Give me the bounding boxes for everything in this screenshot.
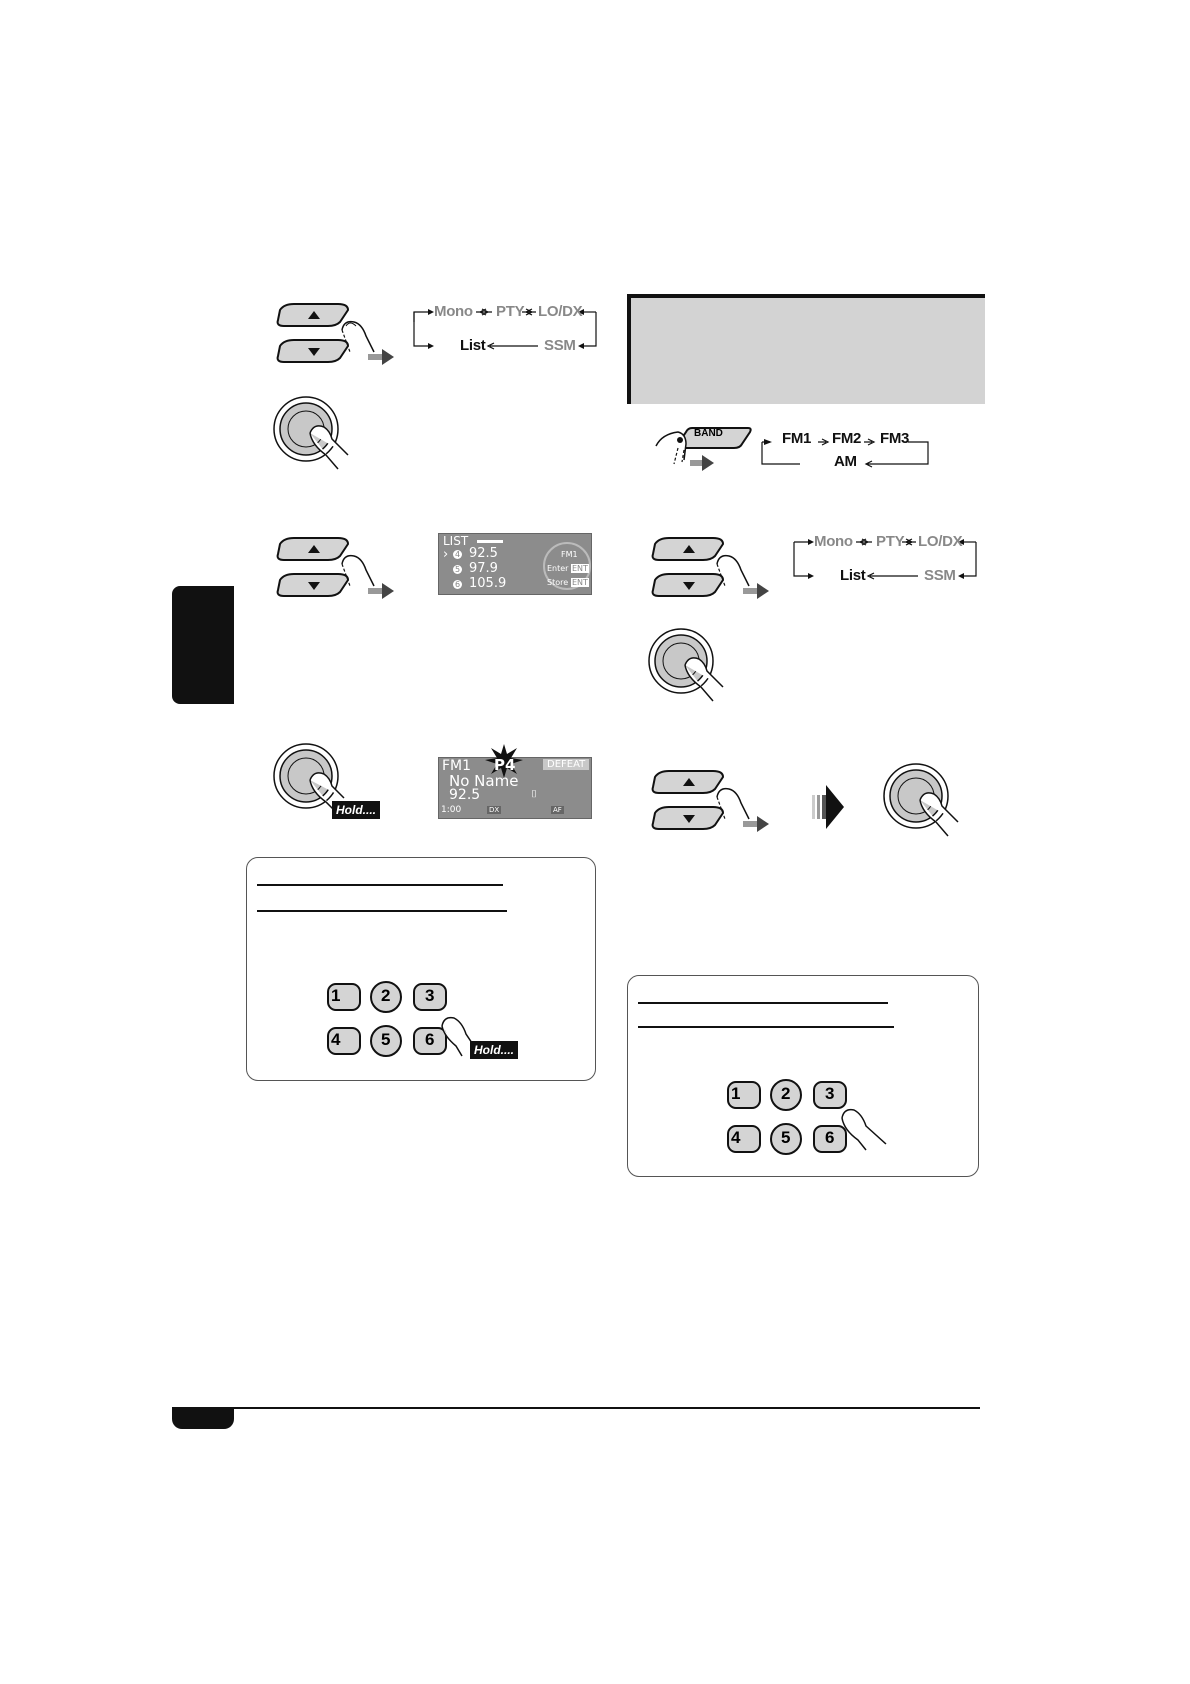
band-button-label: BAND (694, 428, 723, 439)
list-title: LIST (443, 534, 469, 548)
divider (257, 884, 503, 886)
mode-pty: PTY (876, 533, 905, 550)
mode-pty: PTY (496, 303, 525, 320)
list-enter-label: Enter (547, 564, 569, 573)
up-down-buttons-illustration (645, 763, 785, 843)
mode-list: List (460, 337, 486, 354)
display-band: FM1 (442, 758, 472, 774)
band-button-illustration (650, 420, 930, 475)
mode-mono: Mono (814, 533, 853, 550)
key-label: 1 (731, 1084, 741, 1103)
station-name: No Name (449, 772, 519, 790)
preset-keypad (720, 1078, 920, 1168)
mode-ssm: SSM (544, 337, 576, 354)
clock-readout: 1:00 (441, 805, 462, 815)
control-dial[interactable] (884, 764, 948, 828)
page-number-tab (172, 1409, 234, 1429)
up-down-buttons-illustration (270, 530, 410, 610)
preset-store-display (438, 757, 592, 819)
mode-list: List (840, 567, 866, 584)
pressing-finger-icon (656, 432, 686, 464)
band-fm1: FM1 (782, 430, 812, 447)
preset-number: 5 (454, 565, 461, 574)
dx-indicator: DX (489, 806, 500, 814)
section-tab (172, 586, 234, 704)
preset-frequency: 105.9 (469, 576, 507, 591)
list-display (438, 533, 592, 595)
hold-label: Hold.... (332, 801, 380, 819)
up-button[interactable] (653, 538, 723, 560)
divider (638, 1002, 888, 1004)
af-indicator: AF (553, 806, 562, 814)
hold-label: Hold.... (470, 1041, 518, 1059)
divider (638, 1026, 894, 1028)
band-am: AM (834, 453, 857, 470)
right-arrow-icon (743, 816, 769, 832)
selection-chevron-icon: › (443, 547, 449, 562)
mode-sequence-diagram (410, 303, 600, 354)
mode-sequence-diagram (790, 533, 980, 584)
mode-lodx: LO/DX (538, 303, 583, 320)
up-down-buttons-illustration (645, 530, 785, 610)
down-button[interactable] (278, 340, 348, 362)
key-label: 2 (781, 1084, 791, 1103)
ent-badge: ENT (572, 578, 588, 587)
preset-number-flashing: P4 (494, 756, 516, 774)
list-store-label: Store (547, 578, 569, 587)
up-button[interactable] (278, 304, 348, 326)
down-button[interactable] (653, 807, 723, 829)
ent-badge: ENT (572, 564, 588, 573)
band-fm3: FM3 (880, 430, 910, 447)
station-frequency: 92.5 (449, 787, 481, 803)
defeat-badge: DEFEAT (543, 759, 589, 770)
key-label: 6 (425, 1030, 435, 1049)
right-arrow-icon (690, 455, 714, 471)
mode-mono: Mono (434, 303, 473, 320)
up-button[interactable] (278, 538, 348, 560)
band-fm2: FM2 (832, 430, 862, 447)
preset-number: 6 (454, 580, 461, 589)
mode-lodx: LO/DX (918, 533, 963, 550)
control-dial[interactable] (274, 744, 338, 808)
list-band: FM1 (561, 550, 578, 559)
right-arrow-icon (368, 583, 394, 599)
section-header-box (627, 294, 985, 404)
up-button[interactable] (653, 771, 723, 793)
control-dial-illustration (645, 625, 735, 705)
footer-rule (172, 1407, 980, 1409)
right-arrow-icon (743, 583, 769, 599)
key-label: 3 (425, 986, 435, 1005)
key-label: 6 (825, 1128, 835, 1147)
control-dial-illustration (880, 760, 970, 840)
key-label: 2 (381, 986, 391, 1005)
key-label: 3 (825, 1084, 835, 1103)
right-arrow-icon (368, 349, 394, 365)
control-dial[interactable] (649, 629, 713, 693)
signal-bar (477, 540, 503, 543)
pressing-finger-icon (842, 1110, 886, 1150)
key-label: 5 (781, 1128, 791, 1147)
down-button[interactable] (278, 574, 348, 596)
preset-frequency: 92.5 (469, 546, 498, 561)
preset-frequency: 97.9 (469, 561, 498, 576)
divider (257, 910, 507, 912)
next-step-arrow-icon (810, 783, 846, 831)
tp-icon: ⌷ (531, 789, 537, 800)
control-dial[interactable] (274, 397, 338, 461)
up-down-buttons-illustration (270, 296, 410, 376)
mode-ssm: SSM (924, 567, 956, 584)
key-label: 5 (381, 1030, 391, 1049)
key-label: 1 (331, 986, 341, 1005)
key-label: 4 (331, 1030, 341, 1049)
control-dial-illustration (270, 393, 360, 473)
preset-number: 4 (454, 550, 461, 559)
down-button[interactable] (653, 574, 723, 596)
key-label: 4 (731, 1128, 741, 1147)
